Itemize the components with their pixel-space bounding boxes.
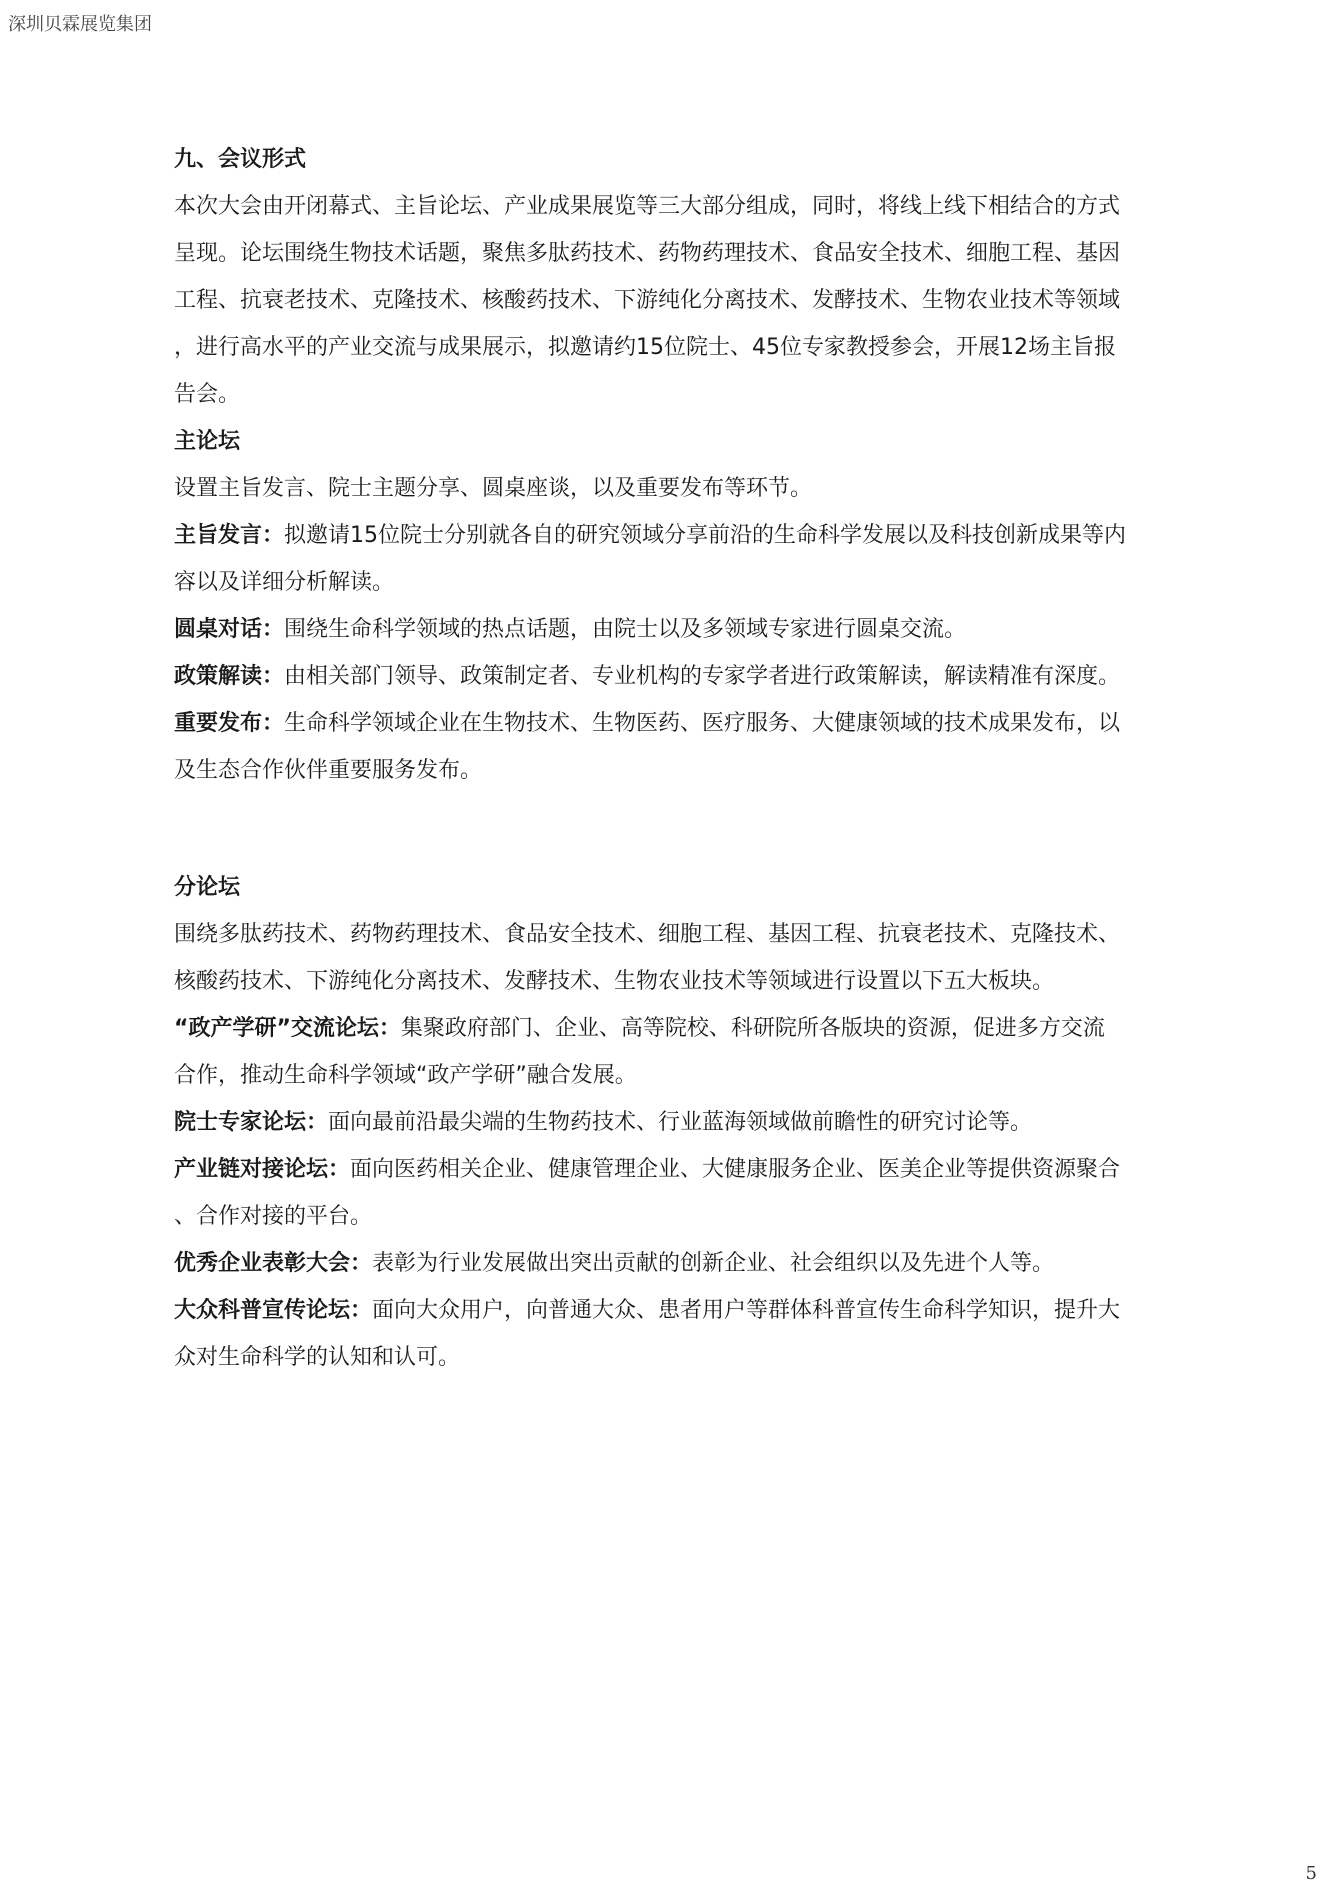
section-line: 告会。 <box>174 382 241 407</box>
item-label: 产业链对接论坛： <box>174 1157 351 1182</box>
main-forum-item <box>174 512 1204 559</box>
item-text: 面向大众用户，向普通大众、患者用户等群体科普宣传生命科学知识，提升大 <box>372 1298 1121 1323</box>
item-label: 大众科普宣传论坛： <box>174 1298 373 1323</box>
main-forum-item <box>174 700 1204 747</box>
main-forum-item <box>174 606 1204 653</box>
sub-forum-item <box>174 1146 1204 1193</box>
item-text: 表彰为行业发展做出突出贡献的创新企业、社会组织以及先进个人等。 <box>372 1251 1055 1276</box>
item-continuation: 容以及详细分析解读。 <box>174 570 395 595</box>
item-continuation: 合作，推动生命科学领域“政产学研”融合发展。 <box>174 1063 637 1088</box>
item-text: 拟邀请15位院士分别就各自的研究领域分享前沿的生命科学发展以及科技创新成果等内 <box>284 523 1127 548</box>
sub-forum-intro-line: 核酸药技术、下游纯化分离技术、发酵技术、生物农业技术等领域进行设置以下五大板块。 <box>174 969 1055 994</box>
item-label: 优秀企业表彰大会： <box>174 1251 373 1276</box>
section-line: 工程、抗衰老技术、克隆技术、核酸药技术、下游纯化分离技术、发酵技术、生物农业技术等领域 <box>174 288 1121 313</box>
sub-forum-item <box>174 1240 1204 1287</box>
section-line: 呈现。论坛围绕生物技术话题，聚焦多肽药技术、药物药理技术、食品安全技术、细胞工程、基因 <box>174 241 1121 266</box>
section-line: ，进行高水平的产业交流与成果展示，拟邀请约15位院士、45位专家教授参会，开展12场主旨报 <box>174 335 1116 360</box>
section-title: 九、会议形式 <box>174 147 307 172</box>
sub-forum-item <box>174 1099 1204 1146</box>
sub-forum-item <box>174 1005 1204 1052</box>
item-label: 政策解读： <box>174 664 285 689</box>
item-text: 由相关部门领导、政策制定者、专业机构的专家学者进行政策解读，解读精准有深度。 <box>284 664 1121 689</box>
item-label: 主旨发言： <box>174 523 285 548</box>
item-continuation: 、合作对接的平台。 <box>174 1204 373 1229</box>
item-continuation: 及生态合作伙伴重要服务发布。 <box>174 758 483 783</box>
item-label: “政产学研”交流论坛： <box>174 1016 401 1041</box>
main-forum-intro: 设置主旨发言、院士主题分享、圆桌座谈，以及重要发布等环节。 <box>174 476 813 501</box>
item-text: 集聚政府部门、企业、高等院校、科研院所各版块的资源，促进多方交流 <box>400 1016 1105 1041</box>
sub-forum-title: 分论坛 <box>174 875 241 900</box>
item-text: 面向最前沿最尖端的生物药技术、行业蓝海领域做前瞻性的研究讨论等。 <box>328 1110 1033 1135</box>
page-header-company: 深圳贝霖展览集团 <box>8 14 152 35</box>
sub-forum-intro-line: 围绕多肽药技术、药物药理技术、食品安全技术、细胞工程、基因工程、抗衰老技术、克隆技术、 <box>174 922 1121 947</box>
section-line: 本次大会由开闭幕式、主旨论坛、产业成果展览等三大部分组成，同时，将线上线下相结合的方式 <box>174 194 1121 219</box>
item-text: 围绕生命科学领域的热点话题，由院士以及多领域专家进行圆桌交流。 <box>284 617 967 642</box>
section-spacer <box>174 794 1204 864</box>
item-continuation: 众对生命科学的认知和认可。 <box>174 1345 461 1370</box>
document-body <box>174 136 1204 1381</box>
page-number: 5 <box>1305 1863 1317 1884</box>
item-label: 圆桌对话： <box>174 617 285 642</box>
main-forum-title: 主论坛 <box>174 429 241 454</box>
sub-forum-item <box>174 1287 1204 1334</box>
main-forum-item <box>174 653 1204 700</box>
item-text: 面向医药相关企业、健康管理企业、大健康服务企业、医美企业等提供资源聚合 <box>350 1157 1121 1182</box>
item-text: 生命科学领域企业在生物技术、生物医药、医疗服务、大健康领域的技术成果发布，以 <box>284 711 1121 736</box>
item-label: 重要发布： <box>174 711 285 736</box>
item-label: 院士专家论坛： <box>174 1110 329 1135</box>
